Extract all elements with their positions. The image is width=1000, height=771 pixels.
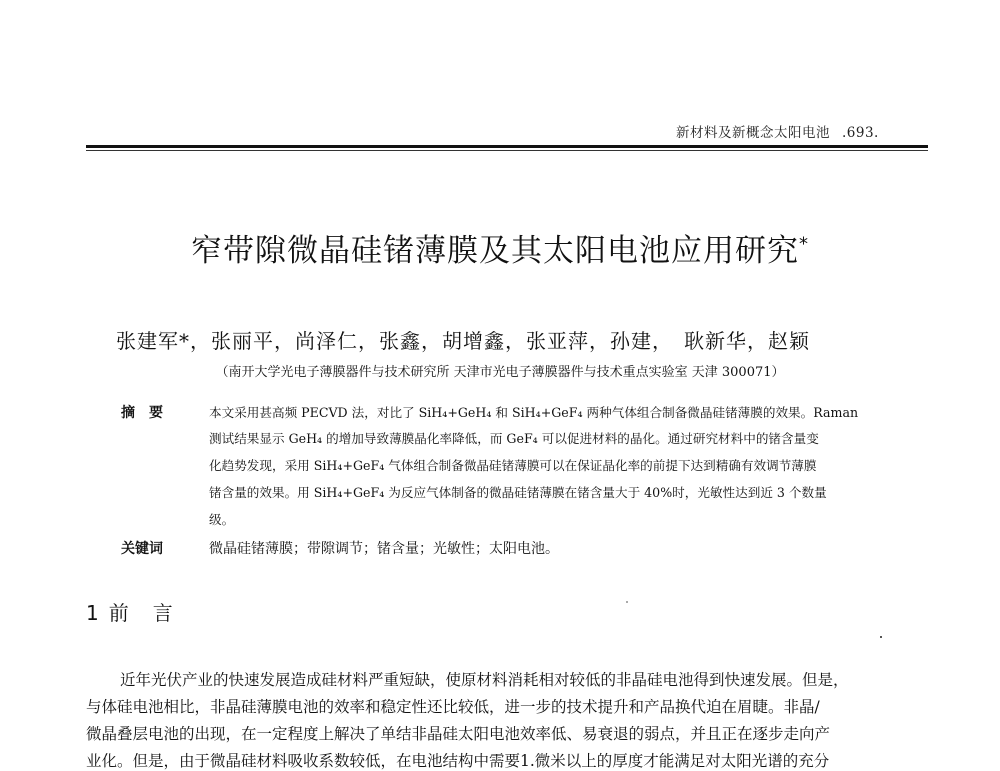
body-line: 业化。但是，由于微晶硅材料吸收系数较低，在电池结构中需要1.微米以上的厚度才能满足对太阳光谱的充分 bbox=[86, 752, 830, 770]
section-number: 1 bbox=[86, 601, 99, 625]
section-title: 前言 bbox=[108, 601, 197, 625]
scan-speck bbox=[880, 636, 882, 638]
abstract-line: 化趋势发现，采用 SiH₄+GeF₄ 气体组合制备微晶硅锗薄膜可以在保证晶化率的前提下达到精确有效调节薄膜 bbox=[209, 458, 817, 473]
body-line: 微晶叠层电池的出现，在一定程度上解决了单结非晶硅太阳电池效率低、易衰退的弱点，并且正在逐步走向产 bbox=[86, 725, 831, 743]
journal-section-name: 新材料及新概念太阳电池 bbox=[676, 125, 830, 141]
scan-speck bbox=[626, 601, 628, 603]
affiliation: （南开大学光电子薄膜器件与技术研究所 天津市光电子薄膜器件与技术重点实验室 天津 300071） bbox=[215, 365, 785, 380]
section-heading bbox=[86, 597, 197, 626]
abstract-line: 级。 bbox=[209, 512, 235, 527]
author-list: 张建军*，张丽平，尚泽仁，张鑫，胡增鑫，张亚萍，孙建， 耿新华，赵颖 bbox=[116, 329, 810, 353]
paper-title-text: 窄带隙微晶硅锗薄膜及其太阳电池应用研究 bbox=[191, 233, 799, 269]
body-line: 与体硅电池相比，非晶硅薄膜电池的效率和稳定性还比较低，进一步的技术提升和产品换代迫在眉睫。非晶/ bbox=[86, 698, 820, 716]
abstract-line: 本文采用甚高频 PECVD 法，对比了 SiH₄+GeH₄ 和 SiH₄+GeF₄ 两种气体组合制备微晶硅锗薄膜的效果。Raman bbox=[209, 405, 859, 420]
abstract-label: 摘要 bbox=[121, 405, 177, 421]
keywords-label: 关键词 bbox=[121, 541, 163, 557]
running-header bbox=[676, 121, 879, 141]
body-line: 近年光伏产业的快速发展造成硅材料严重短缺，使原材料消耗相对较低的非晶硅电池得到快速发展。但是， bbox=[120, 671, 849, 689]
abstract-line: 锗含量的效果。用 SiH₄+GeF₄ 为反应气体制备的微晶硅锗薄膜在锗含量大于 40%时，光敏性达到近 3 个数量 bbox=[209, 485, 827, 500]
page-number: .693. bbox=[842, 125, 879, 141]
title-footnote-mark: * bbox=[799, 233, 809, 255]
header-rule-thick bbox=[86, 145, 928, 148]
header-rule-thin bbox=[86, 150, 928, 151]
paper-title bbox=[0, 225, 1000, 270]
abstract-line: 测试结果显示 GeH₄ 的增加导致薄膜晶化率降低，而 GeF₄ 可以促进材料的晶化。通过研究材料中的锗含量变 bbox=[209, 431, 819, 446]
keywords-text: 微晶硅锗薄膜；带隙调节；锗含量；光敏性；太阳电池。 bbox=[209, 541, 559, 557]
